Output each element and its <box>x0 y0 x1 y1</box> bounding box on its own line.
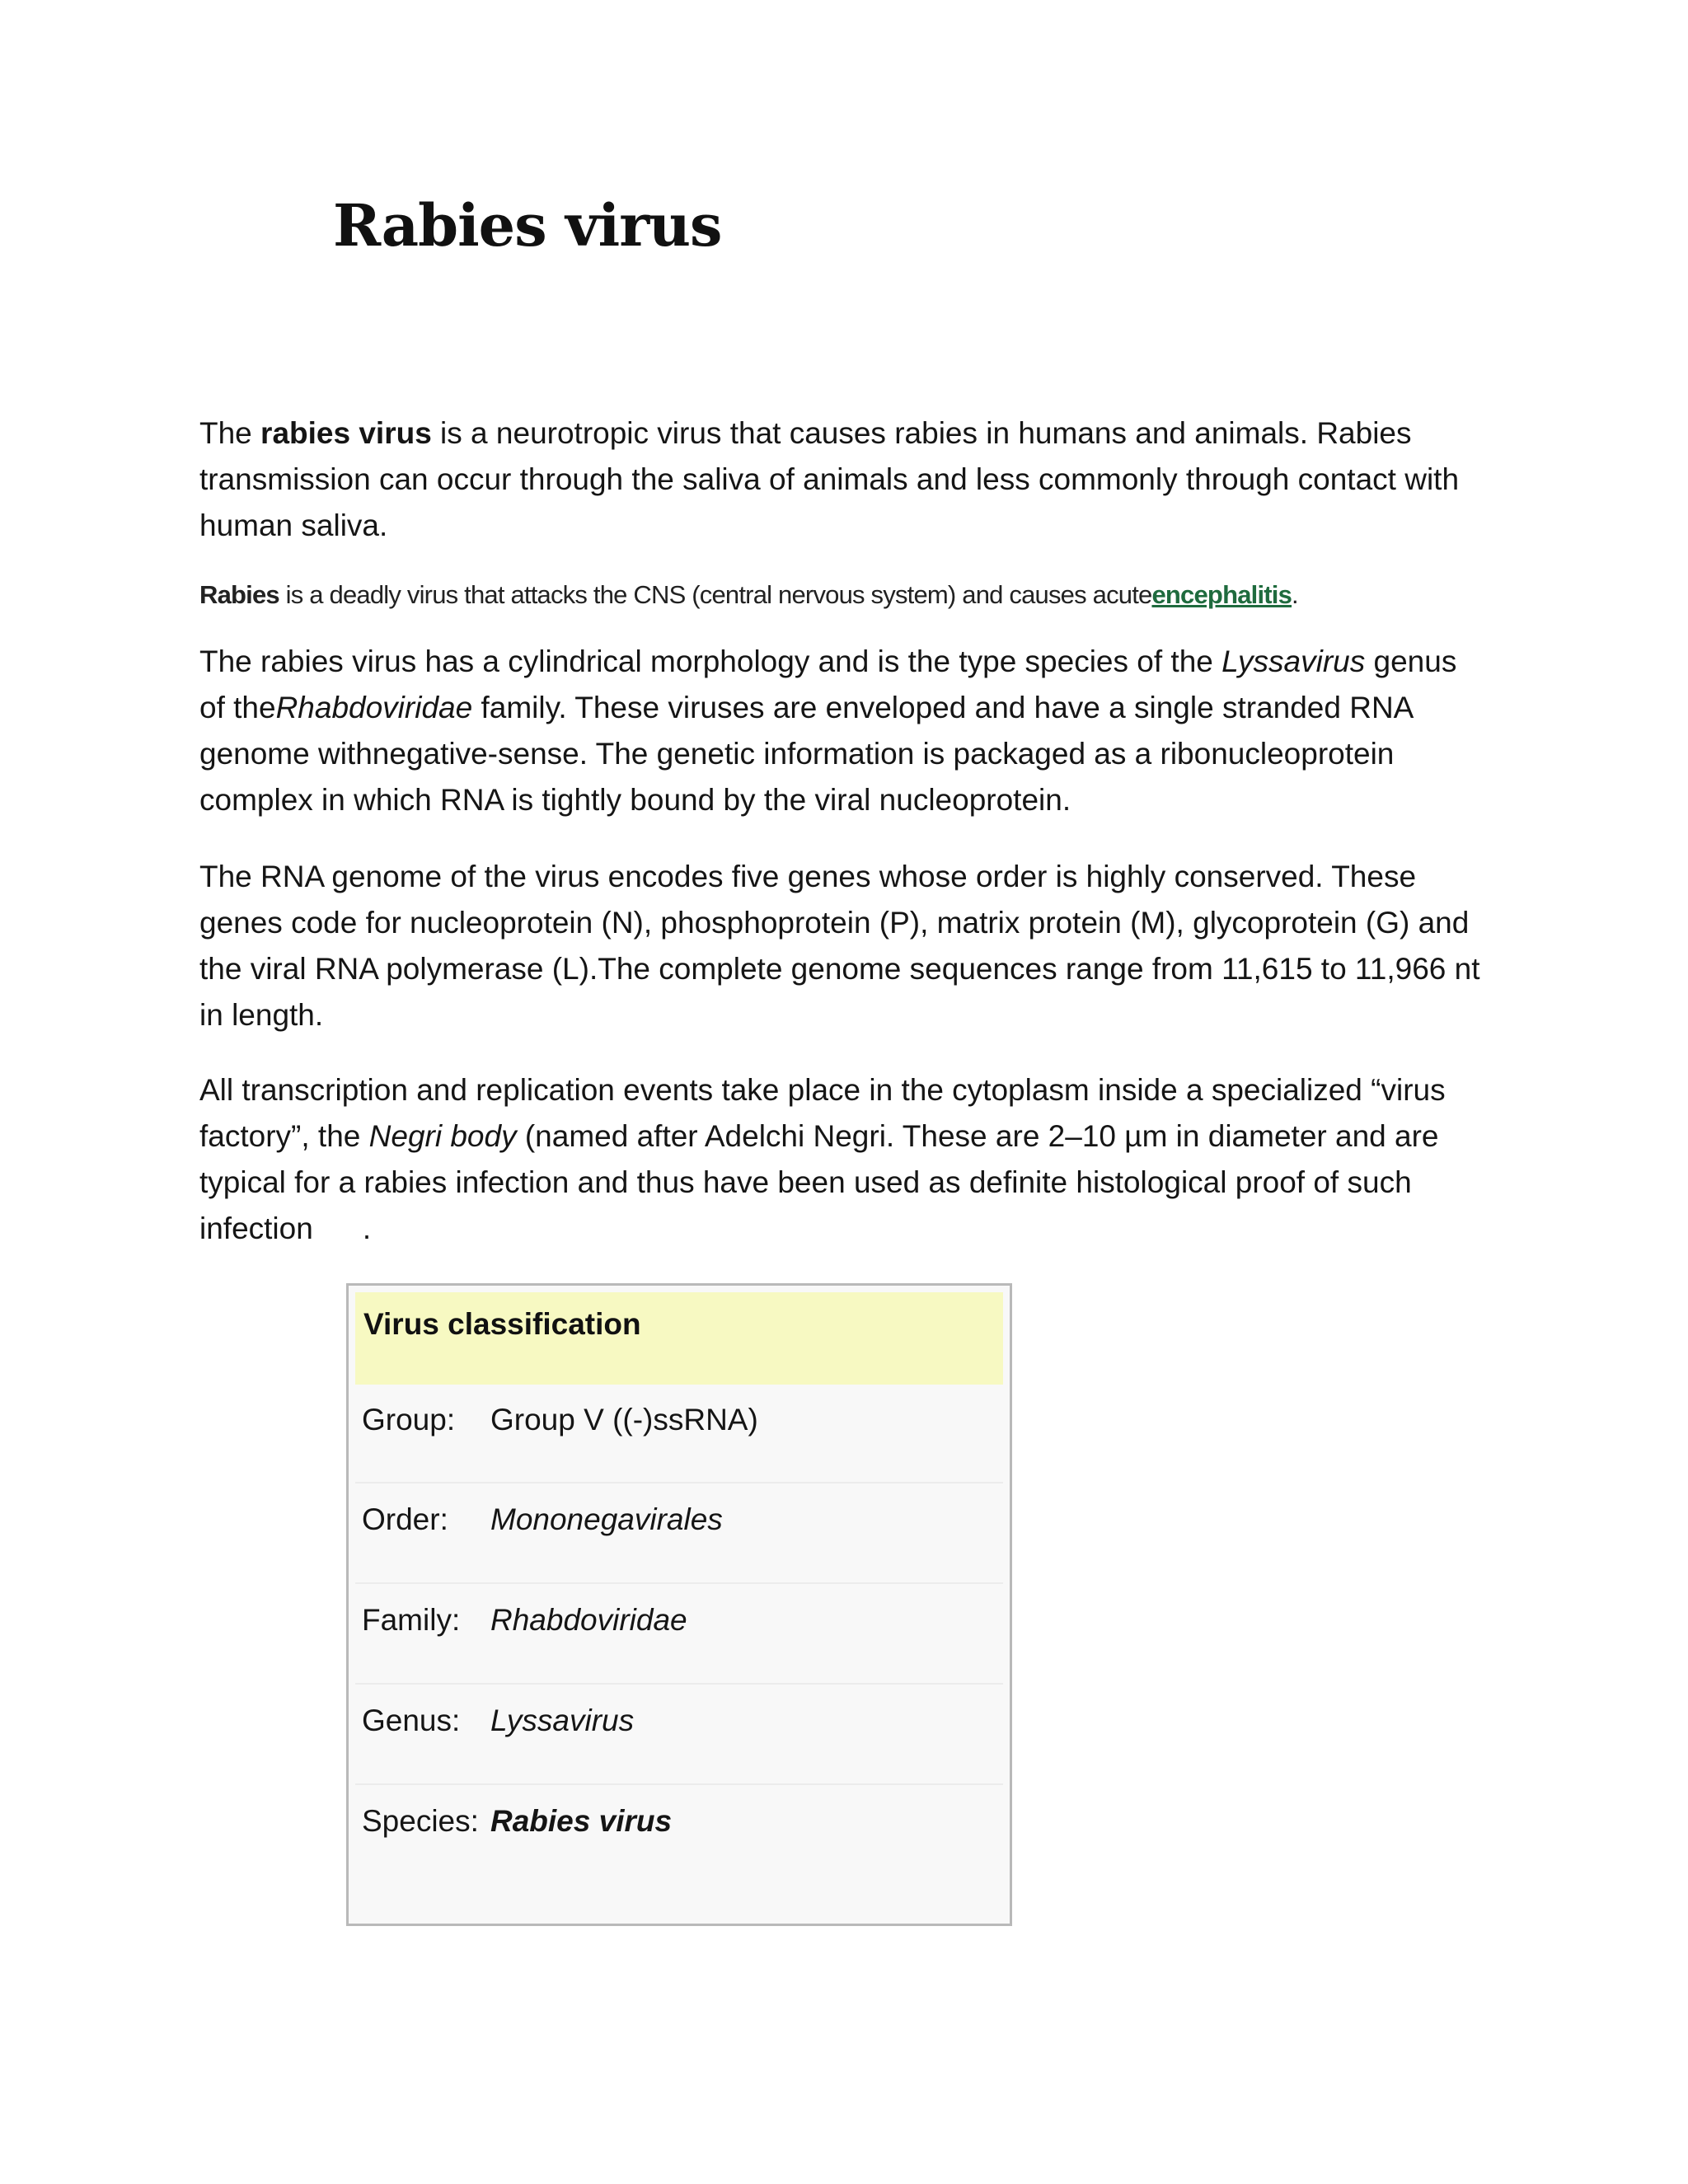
row-divider <box>355 1582 1003 1584</box>
classification-header <box>355 1292 1003 1385</box>
row-divider <box>355 1482 1003 1483</box>
classification-row-order <box>362 1495 723 1544</box>
intro-bold-term: rabies virus <box>260 416 432 450</box>
classification-row-species <box>362 1797 672 1846</box>
replication-paragraph <box>199 1067 1485 1252</box>
cns-bold-term: Rabies <box>199 580 279 609</box>
virus-classification-box <box>346 1283 1012 1926</box>
classification-row-genus <box>362 1696 634 1746</box>
intro-paragraph <box>199 410 1485 549</box>
morphology-paragraph <box>199 639 1485 823</box>
negri-body-term: Negri body <box>368 1119 517 1153</box>
genus-value: Lyssavirus <box>490 1704 635 1737</box>
morphology-text-2: genus of the <box>199 644 1457 724</box>
intro-text-rest: is a neurotropic virus that causes rabies in humans and animals. Rabies transmission can occur through the saliva of animals and less commonly through contact with human saliva. <box>199 416 1460 542</box>
replication-text-2: (named after Adelchi Negri. These are 2–10 µm in diameter and are typical for a rabies infection and thus have been used as definite histological proof of such infection <box>199 1119 1439 1245</box>
species-value: Rabies virus <box>490 1804 673 1838</box>
replication-text-end: . <box>362 1212 372 1245</box>
family-label: Family: <box>362 1603 461 1637</box>
morphology-text-3: family. These viruses are enveloped and have a single stranded RNA genome withnegative-sense. The genetic information is packaged as a ribonucleoprotein complex in which RNA is tightly bound by the viral nucleoprotein. <box>199 691 1413 817</box>
classification-header-label: Virus classification <box>363 1307 641 1341</box>
replication-text-1: All transcription and replication events take place in the cytoplasm inside a specialized “virus factory”, the <box>199 1073 1446 1153</box>
species-label: Species: <box>362 1804 479 1838</box>
cns-paragraph <box>199 577 1485 613</box>
intro-text-start: The <box>199 416 261 450</box>
encephalitis-link[interactable]: encephalitis <box>1151 580 1292 609</box>
page-title: Rabies virus <box>333 191 722 260</box>
row-divider <box>355 1783 1003 1785</box>
cns-text: is a deadly virus that attacks the CNS (central nervous system) and causes acute <box>279 580 1152 609</box>
family-value: Rhabdoviridae <box>490 1603 687 1637</box>
group-label: Group: <box>362 1403 456 1436</box>
genome-paragraph: The RNA genome of the virus encodes five genes whose order is highly conserved. These genes code for nucleoprotein (N), phosphoprotein (P), matrix protein (M), glycoprotein (G) and the viral RNA polymerase (L).The complete genome sequences range from 11,615 to 11,966 nt in length. <box>199 860 1480 1032</box>
morphology-text-1: The rabies virus has a cylindrical morphology and is the type species of the <box>199 644 1222 678</box>
order-label: Order: <box>362 1502 448 1536</box>
classification-row-family <box>362 1596 687 1645</box>
lyssavirus-term: Lyssavirus <box>1221 644 1366 678</box>
genus-label: Genus: <box>362 1704 461 1737</box>
rhabdoviridae-term: Rhabdoviridae <box>275 691 473 724</box>
order-value: Mononegavirales <box>490 1502 723 1536</box>
row-divider <box>355 1683 1003 1685</box>
cns-text-end: . <box>1292 580 1298 609</box>
group-value: Group V ((-)ssRNA) <box>490 1403 758 1436</box>
classification-row-group <box>362 1395 758 1445</box>
